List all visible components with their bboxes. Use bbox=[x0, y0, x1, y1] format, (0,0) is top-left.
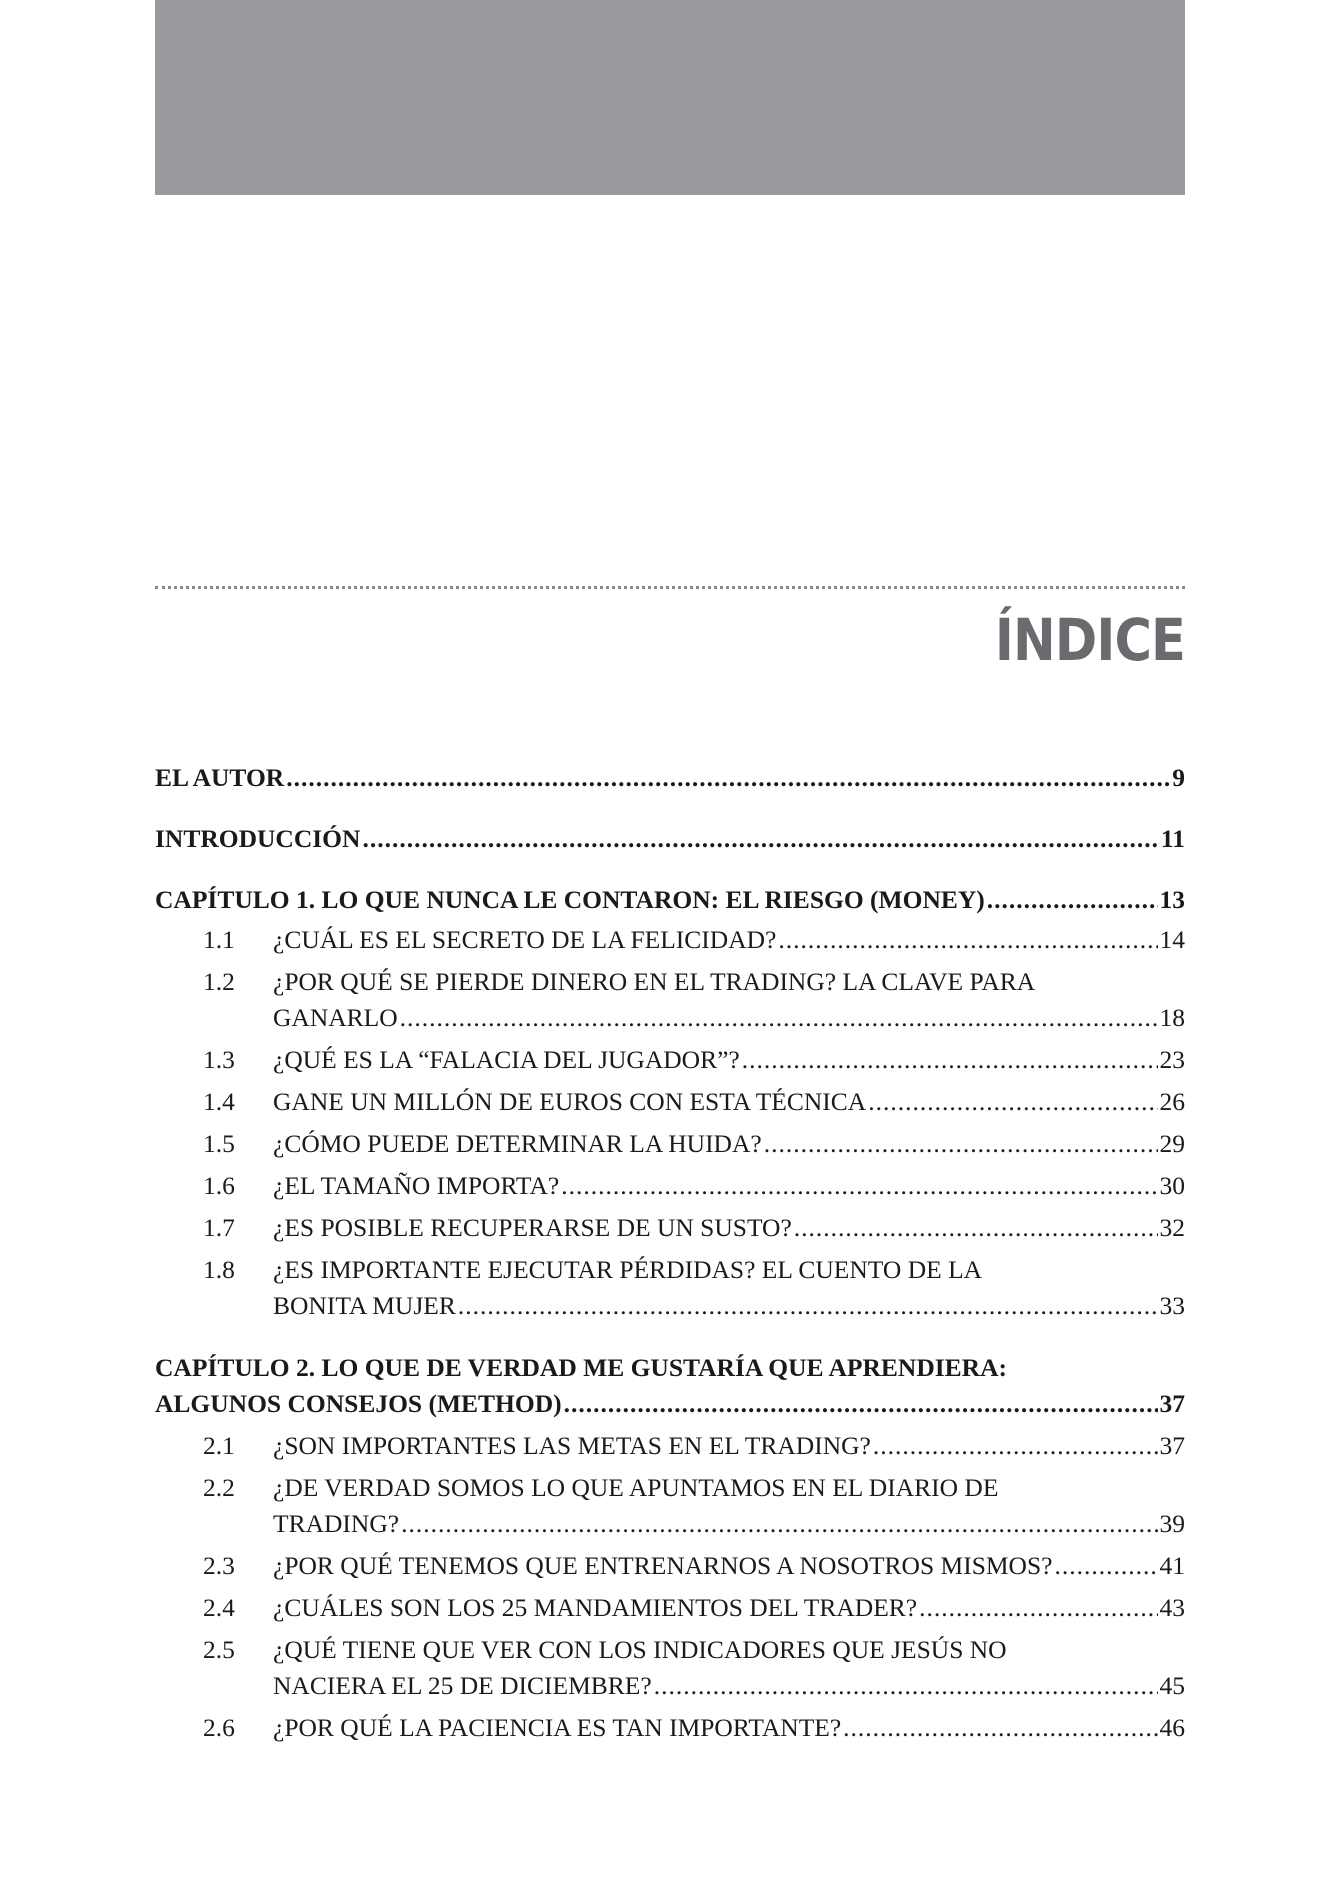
toc-entry-section-2-5[interactable] bbox=[155, 1635, 1185, 1665]
dot-leader bbox=[868, 1087, 1157, 1117]
dot-leader bbox=[401, 1509, 1157, 1539]
toc-entry-title-line1: ¿QUÉ TIENE QUE VER CON LOS INDICADORES QUE JESÚS NO bbox=[273, 1635, 1007, 1664]
dot-leader bbox=[873, 1431, 1158, 1461]
toc-entry-title: ¿EL TAMAÑO IMPORTA? bbox=[273, 1171, 560, 1200]
dot-leader bbox=[794, 1213, 1158, 1243]
toc-entry-title: ¿CUÁLES SON LOS 25 MANDAMIENTOS DEL TRADER? bbox=[273, 1593, 918, 1622]
toc-page-number: 33 bbox=[1159, 1291, 1185, 1320]
section-number: 1.5 bbox=[203, 1129, 235, 1158]
toc-page-number: 30 bbox=[1159, 1171, 1185, 1200]
dot-leader bbox=[843, 1713, 1157, 1743]
toc-entry-title-line1: ¿DE VERDAD SOMOS LO QUE APUNTAMOS EN EL DIARIO DE bbox=[273, 1473, 999, 1502]
toc-page-number: 32 bbox=[1159, 1213, 1185, 1242]
toc-page-number: 37 bbox=[1159, 1431, 1185, 1460]
dot-leader bbox=[778, 925, 1157, 955]
section-number: 2.5 bbox=[203, 1635, 235, 1664]
dot-leader bbox=[764, 1129, 1158, 1159]
toc-page-number: 13 bbox=[1159, 885, 1185, 914]
toc-entry-section-1-8-cont[interactable] bbox=[155, 1291, 1185, 1321]
toc-entry-title: ¿ES POSIBLE RECUPERARSE DE UN SUSTO? bbox=[273, 1213, 792, 1242]
toc-entry-section-2-4[interactable] bbox=[155, 1593, 1185, 1623]
toc-page-number: 11 bbox=[1160, 824, 1185, 853]
toc-page-number: 39 bbox=[1159, 1509, 1185, 1538]
toc-entry-section-1-2[interactable] bbox=[155, 967, 1185, 997]
toc-entry-section-2-2-cont[interactable] bbox=[155, 1509, 1185, 1539]
toc-entry-section-1-7[interactable] bbox=[155, 1213, 1185, 1243]
toc-page-number: 46 bbox=[1159, 1713, 1185, 1742]
dot-leader bbox=[400, 1003, 1158, 1033]
toc-page-number: 23 bbox=[1159, 1045, 1185, 1074]
section-number: 2.6 bbox=[203, 1713, 235, 1742]
toc-entry-title: ¿POR QUÉ TENEMOS QUE ENTRENARNOS A NOSOTROS MISMOS? bbox=[273, 1551, 1053, 1580]
dot-leader bbox=[458, 1291, 1158, 1321]
toc-entry-introduccion[interactable] bbox=[155, 824, 1185, 854]
section-number: 2.1 bbox=[203, 1431, 235, 1460]
toc-entry-title: ¿QUÉ ES LA “FALACIA DEL JUGADOR”? bbox=[273, 1045, 740, 1074]
toc-entry-title: ¿CÓMO PUEDE DETERMINAR LA HUIDA? bbox=[273, 1129, 762, 1158]
toc-entry-title: ¿SON IMPORTANTES LAS METAS EN EL TRADING? bbox=[273, 1431, 871, 1460]
toc-entry-section-1-2-cont[interactable] bbox=[155, 1003, 1185, 1033]
dot-leader bbox=[286, 763, 1170, 793]
dot-leader bbox=[987, 885, 1158, 915]
toc-entry-title: EL AUTOR bbox=[155, 763, 285, 792]
toc-entry-title: GANE UN MILLÓN DE EUROS CON ESTA TÉCNICA bbox=[273, 1087, 867, 1116]
toc-entry-title: ALGUNOS CONSEJOS (METHOD) bbox=[155, 1389, 562, 1418]
toc-entry-section-1-4[interactable] bbox=[155, 1087, 1185, 1117]
toc-entry-title: NACIERA EL 25 DE DICIEMBRE? bbox=[273, 1671, 652, 1700]
section-number: 1.8 bbox=[203, 1255, 235, 1284]
dot-leader bbox=[742, 1045, 1158, 1075]
section-number: 1.3 bbox=[203, 1045, 235, 1074]
toc-page-number: 18 bbox=[1159, 1003, 1185, 1032]
toc-page-number: 43 bbox=[1159, 1593, 1185, 1622]
section-number: 2.4 bbox=[203, 1593, 235, 1622]
toc-page-number: 37 bbox=[1159, 1389, 1185, 1418]
toc-page-number: 9 bbox=[1172, 763, 1185, 792]
toc-entry-el-autor[interactable] bbox=[155, 763, 1185, 793]
toc-page-number: 45 bbox=[1159, 1671, 1185, 1700]
dot-leader bbox=[654, 1671, 1158, 1701]
toc-entry-section-1-1[interactable] bbox=[155, 925, 1185, 955]
toc-entry-title: ¿CUÁL ES EL SECRETO DE LA FELICIDAD? bbox=[273, 925, 777, 954]
toc-entry-section-1-5[interactable] bbox=[155, 1129, 1185, 1159]
section-number: 1.6 bbox=[203, 1171, 235, 1200]
dot-leader bbox=[1054, 1551, 1157, 1581]
page-title: ÍNDICE bbox=[994, 606, 1185, 674]
toc-entry-section-2-3[interactable] bbox=[155, 1551, 1185, 1581]
toc-entry-section-2-1[interactable] bbox=[155, 1431, 1185, 1461]
header-band bbox=[155, 0, 1185, 195]
toc-entry-section-1-6[interactable] bbox=[155, 1171, 1185, 1201]
toc-page-number: 41 bbox=[1159, 1551, 1185, 1580]
toc-entry-section-2-2[interactable] bbox=[155, 1473, 1185, 1503]
section-number: 1.7 bbox=[203, 1213, 235, 1242]
toc-entry-title: CAPÍTULO 1. LO QUE NUNCA LE CONTARON: EL RIESGO (MONEY) bbox=[155, 885, 985, 914]
toc-entry-section-1-8[interactable] bbox=[155, 1255, 1185, 1285]
toc-page-number: 29 bbox=[1159, 1129, 1185, 1158]
section-number: 1.4 bbox=[203, 1087, 235, 1116]
toc-entry-chapter-2[interactable] bbox=[155, 1353, 1185, 1383]
dot-leader bbox=[919, 1593, 1157, 1623]
toc-page-number: 26 bbox=[1159, 1087, 1185, 1116]
dot-leader bbox=[564, 1389, 1158, 1419]
toc-entry-title-line1: ¿POR QUÉ SE PIERDE DINERO EN EL TRADING? LA CLAVE PARA bbox=[273, 967, 1036, 996]
section-number: 2.3 bbox=[203, 1551, 235, 1580]
dotted-divider bbox=[155, 586, 1185, 589]
toc-entry-title: TRADING? bbox=[273, 1509, 400, 1538]
toc-entry-section-1-3[interactable] bbox=[155, 1045, 1185, 1075]
section-number: 1.2 bbox=[203, 967, 235, 996]
toc-page-number: 14 bbox=[1159, 925, 1185, 954]
toc-entry-title: GANARLO bbox=[273, 1003, 398, 1032]
toc-entry-section-2-5-cont[interactable] bbox=[155, 1671, 1185, 1701]
toc-entry-title: ¿POR QUÉ LA PACIENCIA ES TAN IMPORTANTE? bbox=[273, 1713, 842, 1742]
toc-entry-title-line1: CAPÍTULO 2. LO QUE DE VERDAD ME GUSTARÍA QUE APRENDIERA: bbox=[155, 1353, 1007, 1382]
toc-entry-chapter-1[interactable] bbox=[155, 885, 1185, 915]
section-number: 2.2 bbox=[203, 1473, 235, 1502]
toc-entry-section-2-6[interactable] bbox=[155, 1713, 1185, 1743]
toc-entry-chapter-2-cont[interactable] bbox=[155, 1389, 1185, 1419]
dot-leader bbox=[561, 1171, 1157, 1201]
section-number: 1.1 bbox=[203, 925, 235, 954]
dot-leader bbox=[362, 824, 1158, 854]
toc-entry-title: INTRODUCCIÓN bbox=[155, 824, 361, 853]
toc-entry-title-line1: ¿ES IMPORTANTE EJECUTAR PÉRDIDAS? EL CUENTO DE LA bbox=[273, 1255, 983, 1284]
toc-entry-title: BONITA MUJER bbox=[273, 1291, 456, 1320]
